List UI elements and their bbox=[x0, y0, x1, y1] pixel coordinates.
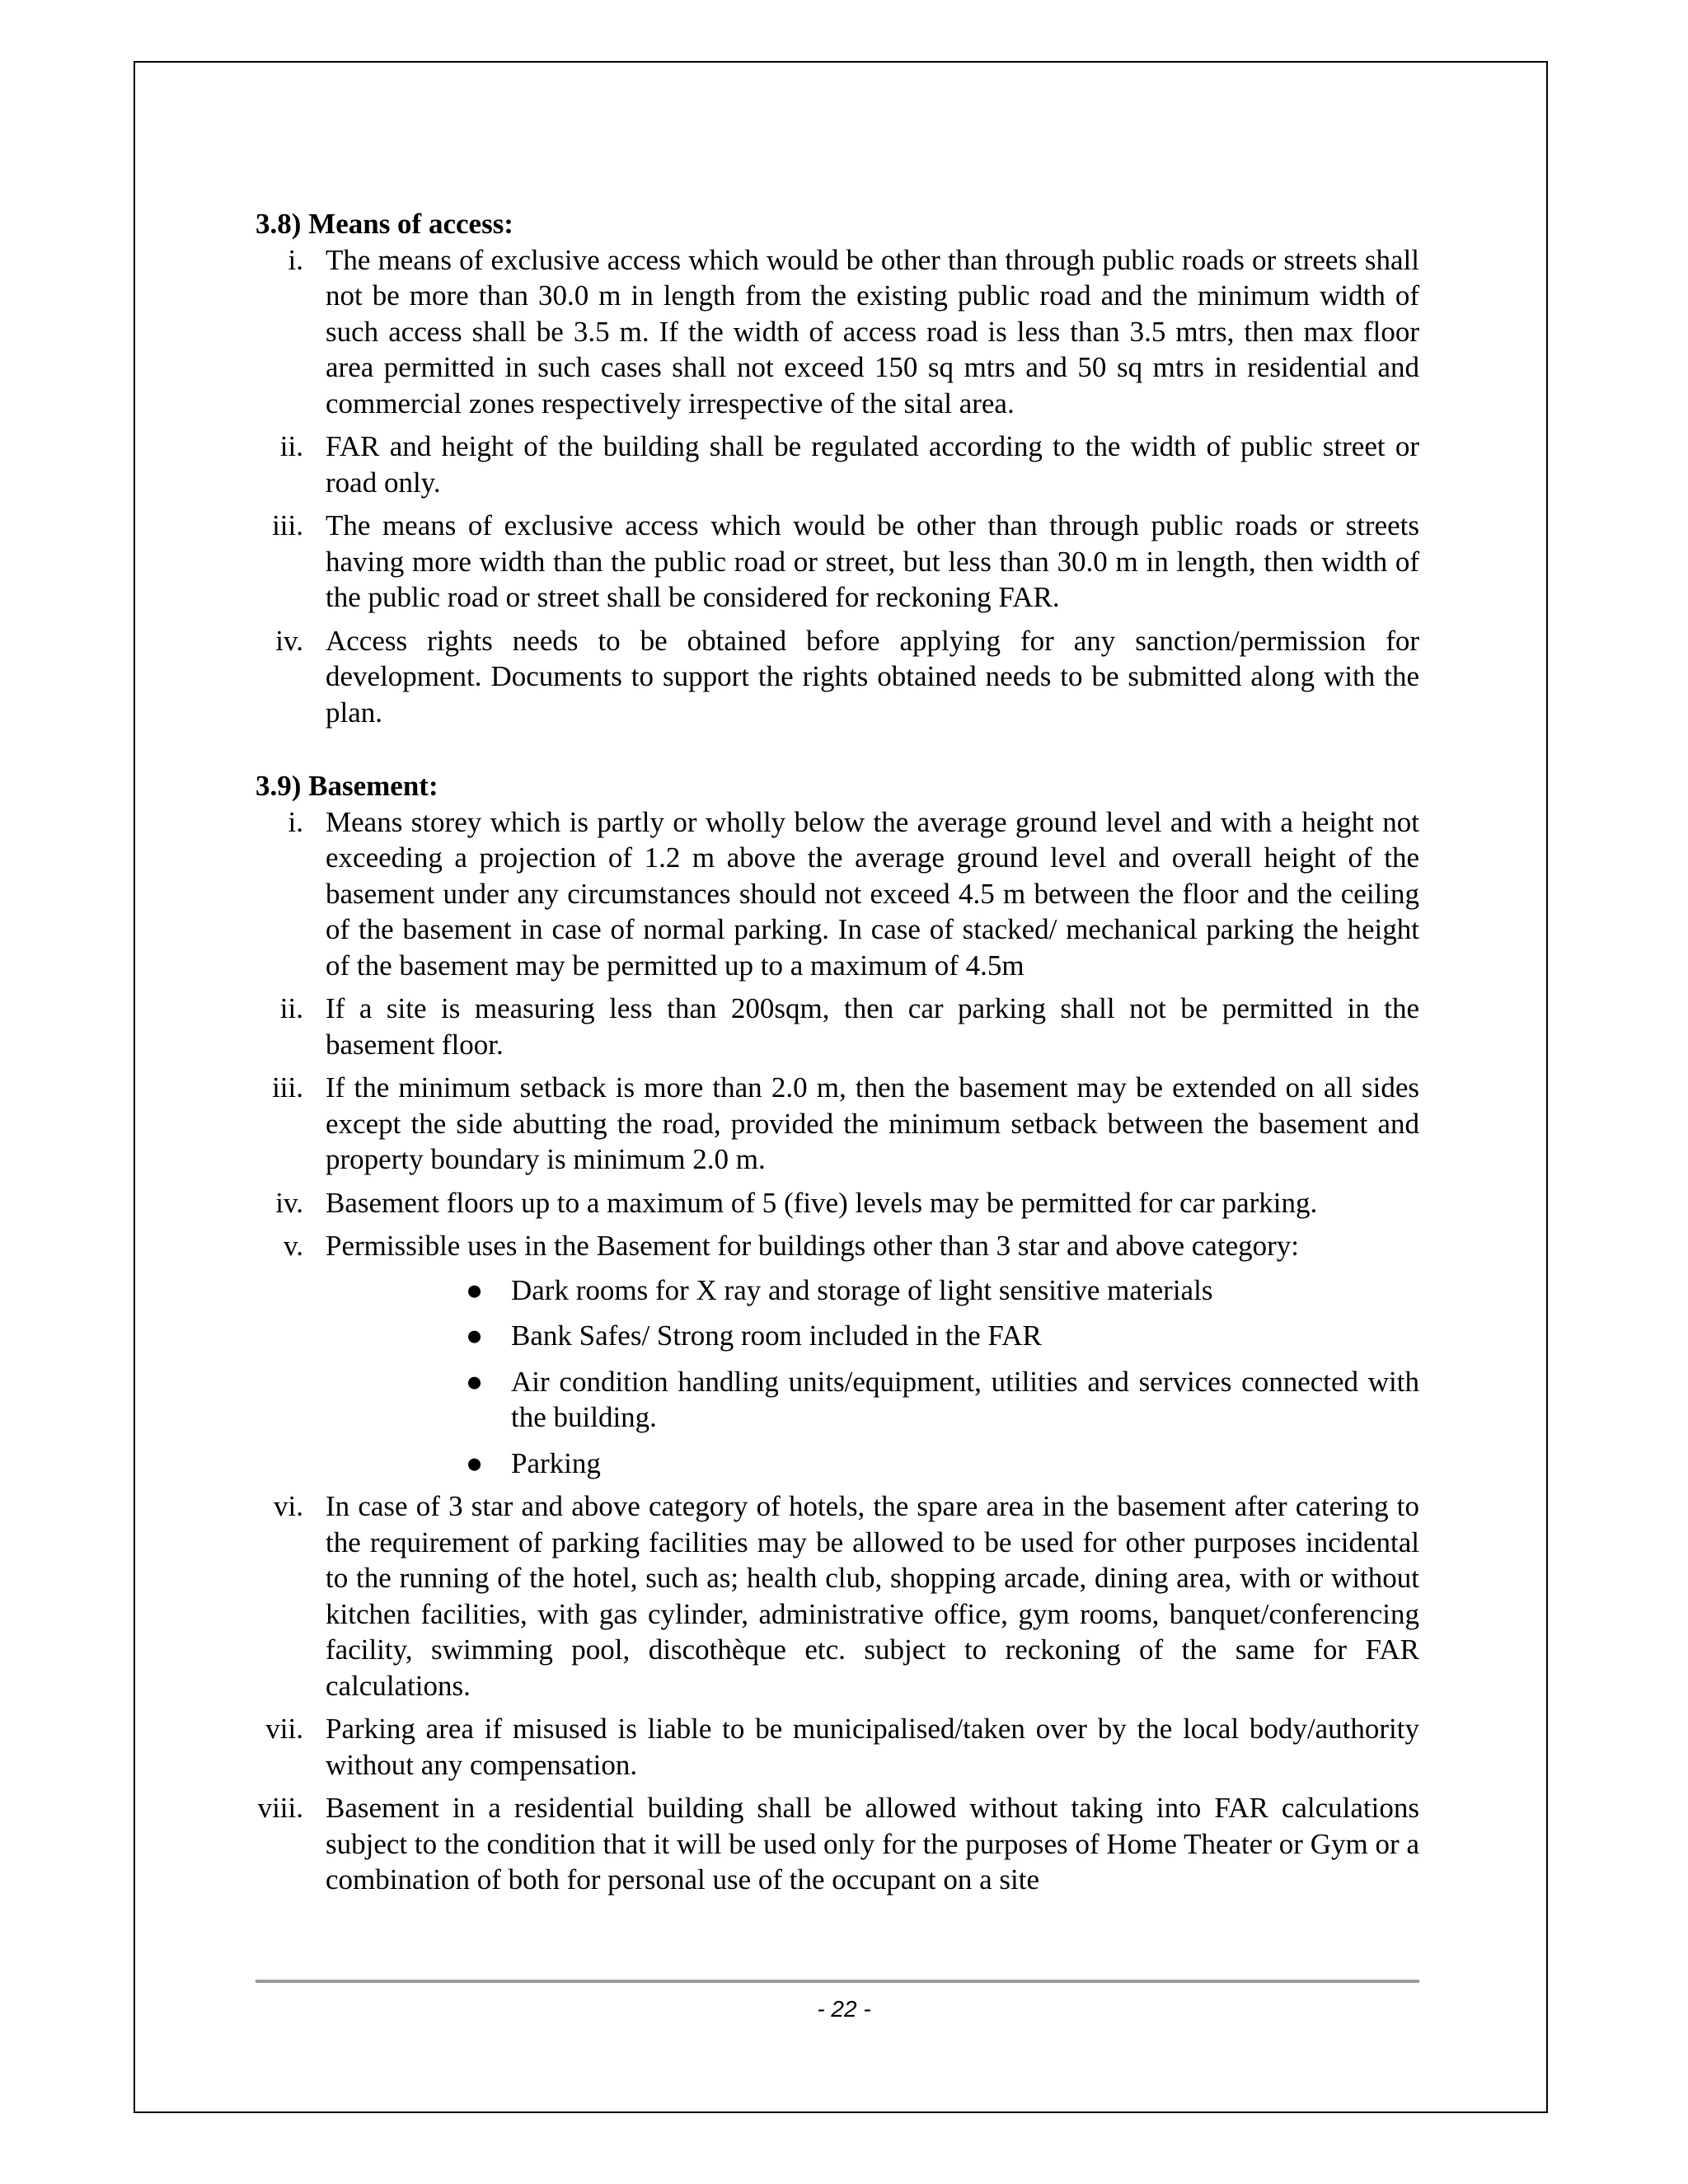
item-number: i. bbox=[288, 805, 303, 838]
item-text: Basement floors up to a maximum of 5 (five) levels may be permitted for car parking. bbox=[326, 1186, 1318, 1219]
document-body bbox=[256, 206, 1419, 1898]
list-item bbox=[256, 242, 1419, 422]
means-of-access-list bbox=[256, 242, 1419, 731]
list-item bbox=[256, 508, 1419, 616]
item-text: FAR and height of the building shall be regulated according to the width of public street or road only. bbox=[326, 430, 1419, 499]
bullet-text: Air condition handling units/equipment, utilities and services connected with the building. bbox=[511, 1365, 1419, 1433]
bullet-icon: ● bbox=[466, 1319, 484, 1352]
item-number: vi. bbox=[274, 1490, 303, 1522]
footer-divider bbox=[256, 1980, 1419, 1983]
list-item bbox=[256, 991, 1419, 1062]
item-number: iii. bbox=[272, 1071, 303, 1104]
page-number: - 22 - bbox=[817, 1996, 871, 2022]
list-item bbox=[256, 623, 1419, 731]
basement-list bbox=[256, 804, 1419, 1898]
bullet-icon: ● bbox=[466, 1365, 484, 1398]
item-number: iii. bbox=[272, 509, 303, 541]
item-text: Means storey which is partly or wholly below the average ground level and with a height not exceeding a projection of 1.2 m above the average ground level and overall height of the basement under any circumstances should not exceed 4.5 m between the floor and the ceiling of the basement in case of normal parking. In case of stacked/ mechanical parking the height of the basement may be permitted up to a maximum of 4.5m bbox=[326, 805, 1419, 982]
item-text: The means of exclusive access which would be other than through public roads or streets shall not be more than 30.0 m in length from the existing public road and the minimum width of such access shall be 3.5 m. If the width of access road is less than 3.5 mtrs, then max floor area permitted in such cases shall not exceed 150 sq mtrs and 50 sq mtrs in residential and commercial zones respectively irrespective of the sital area. bbox=[326, 243, 1419, 419]
item-text: Permissible uses in the Basement for buildings other than 3 star and above category: bbox=[326, 1230, 1299, 1262]
item-text: In case of 3 star and above category of hotels, the spare area in the basement after catering to the requirement of parking facilities may be allowed to be used for other purposes incidental to the running of the hotel, such as; health club, shopping arcade, dining area, with or without kitchen facilities, with gas cylinder, administrative office, gym rooms, banquet/conferencing facility, swimming pool, discothèque etc. subject to reckoning of the same for FAR calculations. bbox=[326, 1490, 1419, 1702]
list-item bbox=[256, 1070, 1419, 1178]
bullet-text: Parking bbox=[511, 1446, 601, 1479]
item-number: iv. bbox=[275, 624, 303, 657]
section-heading-means-of-access: 3.8) Means of access: bbox=[256, 208, 513, 240]
permissible-uses-list bbox=[326, 1272, 1419, 1482]
bullet-text: Bank Safes/ Strong room included in the FAR bbox=[511, 1319, 1042, 1352]
item-number: ii. bbox=[279, 430, 303, 462]
item-number: vii. bbox=[265, 1713, 303, 1745]
item-text: Access rights needs to be obtained before applying for any sanction/permission for development. Documents to support the rights obtained needs to be submitted along with the plan. bbox=[326, 624, 1419, 729]
section-heading-basement: 3.9) Basement: bbox=[256, 770, 438, 802]
bullet-item bbox=[326, 1364, 1419, 1436]
item-number: i. bbox=[288, 243, 303, 276]
list-item bbox=[256, 429, 1419, 500]
bullet-text: Dark rooms for X ray and storage of light sensitive materials bbox=[511, 1273, 1213, 1306]
list-item bbox=[256, 1711, 1419, 1783]
bullet-item bbox=[326, 1272, 1419, 1309]
item-text: Basement in a residential building shall be allowed without taking into FAR calculations subject to the condition that it will be used only for the purposes of Home Theater or Gym or a combination of both for personal use of the occupant on a site bbox=[326, 1792, 1419, 1896]
bullet-icon: ● bbox=[466, 1273, 484, 1306]
item-text: If the minimum setback is more than 2.0 m, then the basement may be extended on all sides except the side abutting the road, provided the minimum setback between the basement and property boundary is minimum 2.0 m. bbox=[326, 1071, 1419, 1175]
bullet-item bbox=[326, 1446, 1419, 1482]
item-number: iv. bbox=[275, 1186, 303, 1219]
item-text: The means of exclusive access which would be other than through public roads or streets having more width than the public road or street, but less than 30.0 m in length, then width of the public road or street shall be considered for reckoning FAR. bbox=[326, 509, 1419, 613]
list-item bbox=[256, 1228, 1419, 1481]
bullet-icon: ● bbox=[466, 1446, 484, 1479]
item-number: v. bbox=[284, 1230, 303, 1262]
list-item bbox=[256, 1488, 1419, 1704]
item-text: Parking area if misused is liable to be municipalised/taken over by the local body/authority without any compensation. bbox=[326, 1713, 1419, 1781]
item-text: If a site is measuring less than 200sqm, then car parking shall not be permitted in the basement floor. bbox=[326, 992, 1419, 1061]
bullet-item bbox=[326, 1318, 1419, 1354]
list-item bbox=[256, 804, 1419, 984]
list-item bbox=[256, 1185, 1419, 1221]
list-item bbox=[256, 1790, 1419, 1898]
item-number: viii. bbox=[257, 1792, 303, 1824]
item-number: ii. bbox=[279, 992, 303, 1024]
